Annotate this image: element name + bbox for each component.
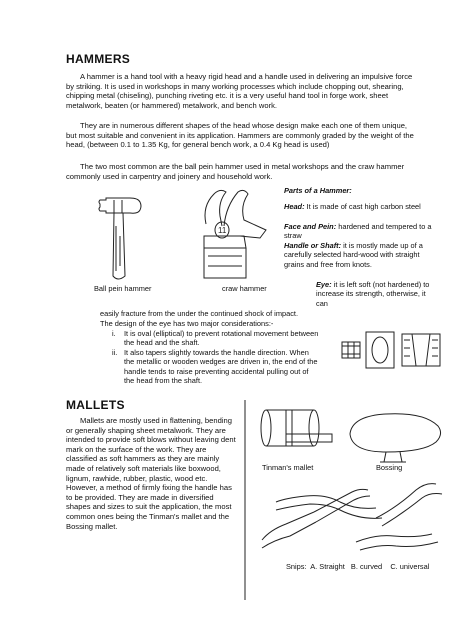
parts-heading: Parts of a Hammer:: [284, 186, 352, 195]
craw-hammer-illustration: [200, 186, 272, 286]
part-head-label: Head:: [284, 202, 305, 211]
part-face-label: Face and Pein:: [284, 222, 337, 231]
part-head: [284, 202, 434, 211]
hammers-para-1: A hammer is a hand tool with a heavy rigid head and a handle used in delivering an impulsive force by striking. It is used in workshops in many working processes which include chopping out, shearing, chipping metal (chiseling), punching riveting etc. it is a very useful hand tool in forge work, sheet metalwork, beaten (or hammered) metalwork, and bench work.: [66, 72, 413, 110]
part-handle: [284, 241, 434, 269]
eye-item-2: [112, 348, 320, 386]
bossing-mallet-caption: Bossing: [376, 463, 403, 472]
bossing-mallet-illustration: [346, 412, 446, 464]
part-eye-text: it is left soft (not hardened) to increase its strength, otherwise, it can: [316, 280, 430, 308]
part-handle-label: Handle or Shaft:: [284, 241, 342, 250]
hammer-eye-sketch: [340, 330, 446, 380]
eye-item-1: [112, 329, 320, 348]
eye-continuation: easily fracture from the under the continued shock of impact.: [100, 309, 299, 318]
part-head-text: It is made of cast high carbon steel: [306, 202, 421, 211]
part-face: [284, 222, 434, 241]
ball-pein-hammer-caption: Ball pein hammer: [94, 284, 152, 293]
mallets-para: Mallets are mostly used in flattening, bending or generally shaping sheet metalwork. They are intended to provide soft blows without leaving dent mark on the surface of the work. They are classified as soft hammers as they are mainly made of relatively soft materials like boxwood, lignum, rawhide, rubber, plastic, wood etc. However, a method of firmly fixing the handle has to be provided. They are made in diversified shapes and sizes to suit the application, the most common ones being the Tinman's mallet and the Bossing mallet.: [66, 416, 236, 531]
craw-hammer-caption: craw hammer: [222, 284, 267, 293]
eye-item-1-text: It is oval (elliptical) to prevent rotational movement between the head and the shaft.: [124, 329, 319, 348]
part-eye: [316, 280, 436, 308]
ball-pein-hammer-illustration: [96, 196, 156, 286]
snips-caption: Snips: A. Straight B. curved C. universal: [286, 562, 430, 571]
part-eye-label: Eye:: [316, 280, 332, 289]
eye-item-1-number: i.: [112, 329, 116, 338]
eye-item-2-number: ii.: [112, 348, 118, 357]
tinmans-mallet-illustration: [256, 404, 336, 460]
mallets-heading: MALLETS: [66, 398, 125, 412]
part-handle-text: it is mostly made up of a carefully selected hard-wood with straight grains and free from knots.: [284, 241, 423, 269]
svg-text:11: 11: [218, 226, 227, 235]
snips-illustration: [256, 478, 446, 558]
hammers-para-3: The two most common are the ball pein hammer used in metal workshops and the craw hammer commonly used in carpentry and joinery and household work.: [66, 162, 405, 181]
eye-item-2-text: It also tapers slightly towards the handle direction. When the metallic or wooden wedges are driven in, the end of the handle tends to raise preventing accidental pulling out of the head from the shaft.: [124, 348, 318, 386]
tinmans-mallet-caption: Tinman's mallet: [262, 463, 314, 472]
eye-design-intro: The design of the eye has two major considerations:-: [100, 319, 274, 328]
column-divider: [244, 400, 246, 600]
hammers-heading: HAMMERS: [66, 52, 131, 66]
hammers-para-2: They are in numerous different shapes of the head whose design make each one of them unique, but most suitable and convenient in its application. Hammers are commonly graded by the weight of the head, (between 0.1 to 1.35 Kg, for general bench work, a 0.4 Kg head is used): [66, 121, 414, 150]
part-face-text: hardened and tempered to a straw: [284, 222, 432, 241]
